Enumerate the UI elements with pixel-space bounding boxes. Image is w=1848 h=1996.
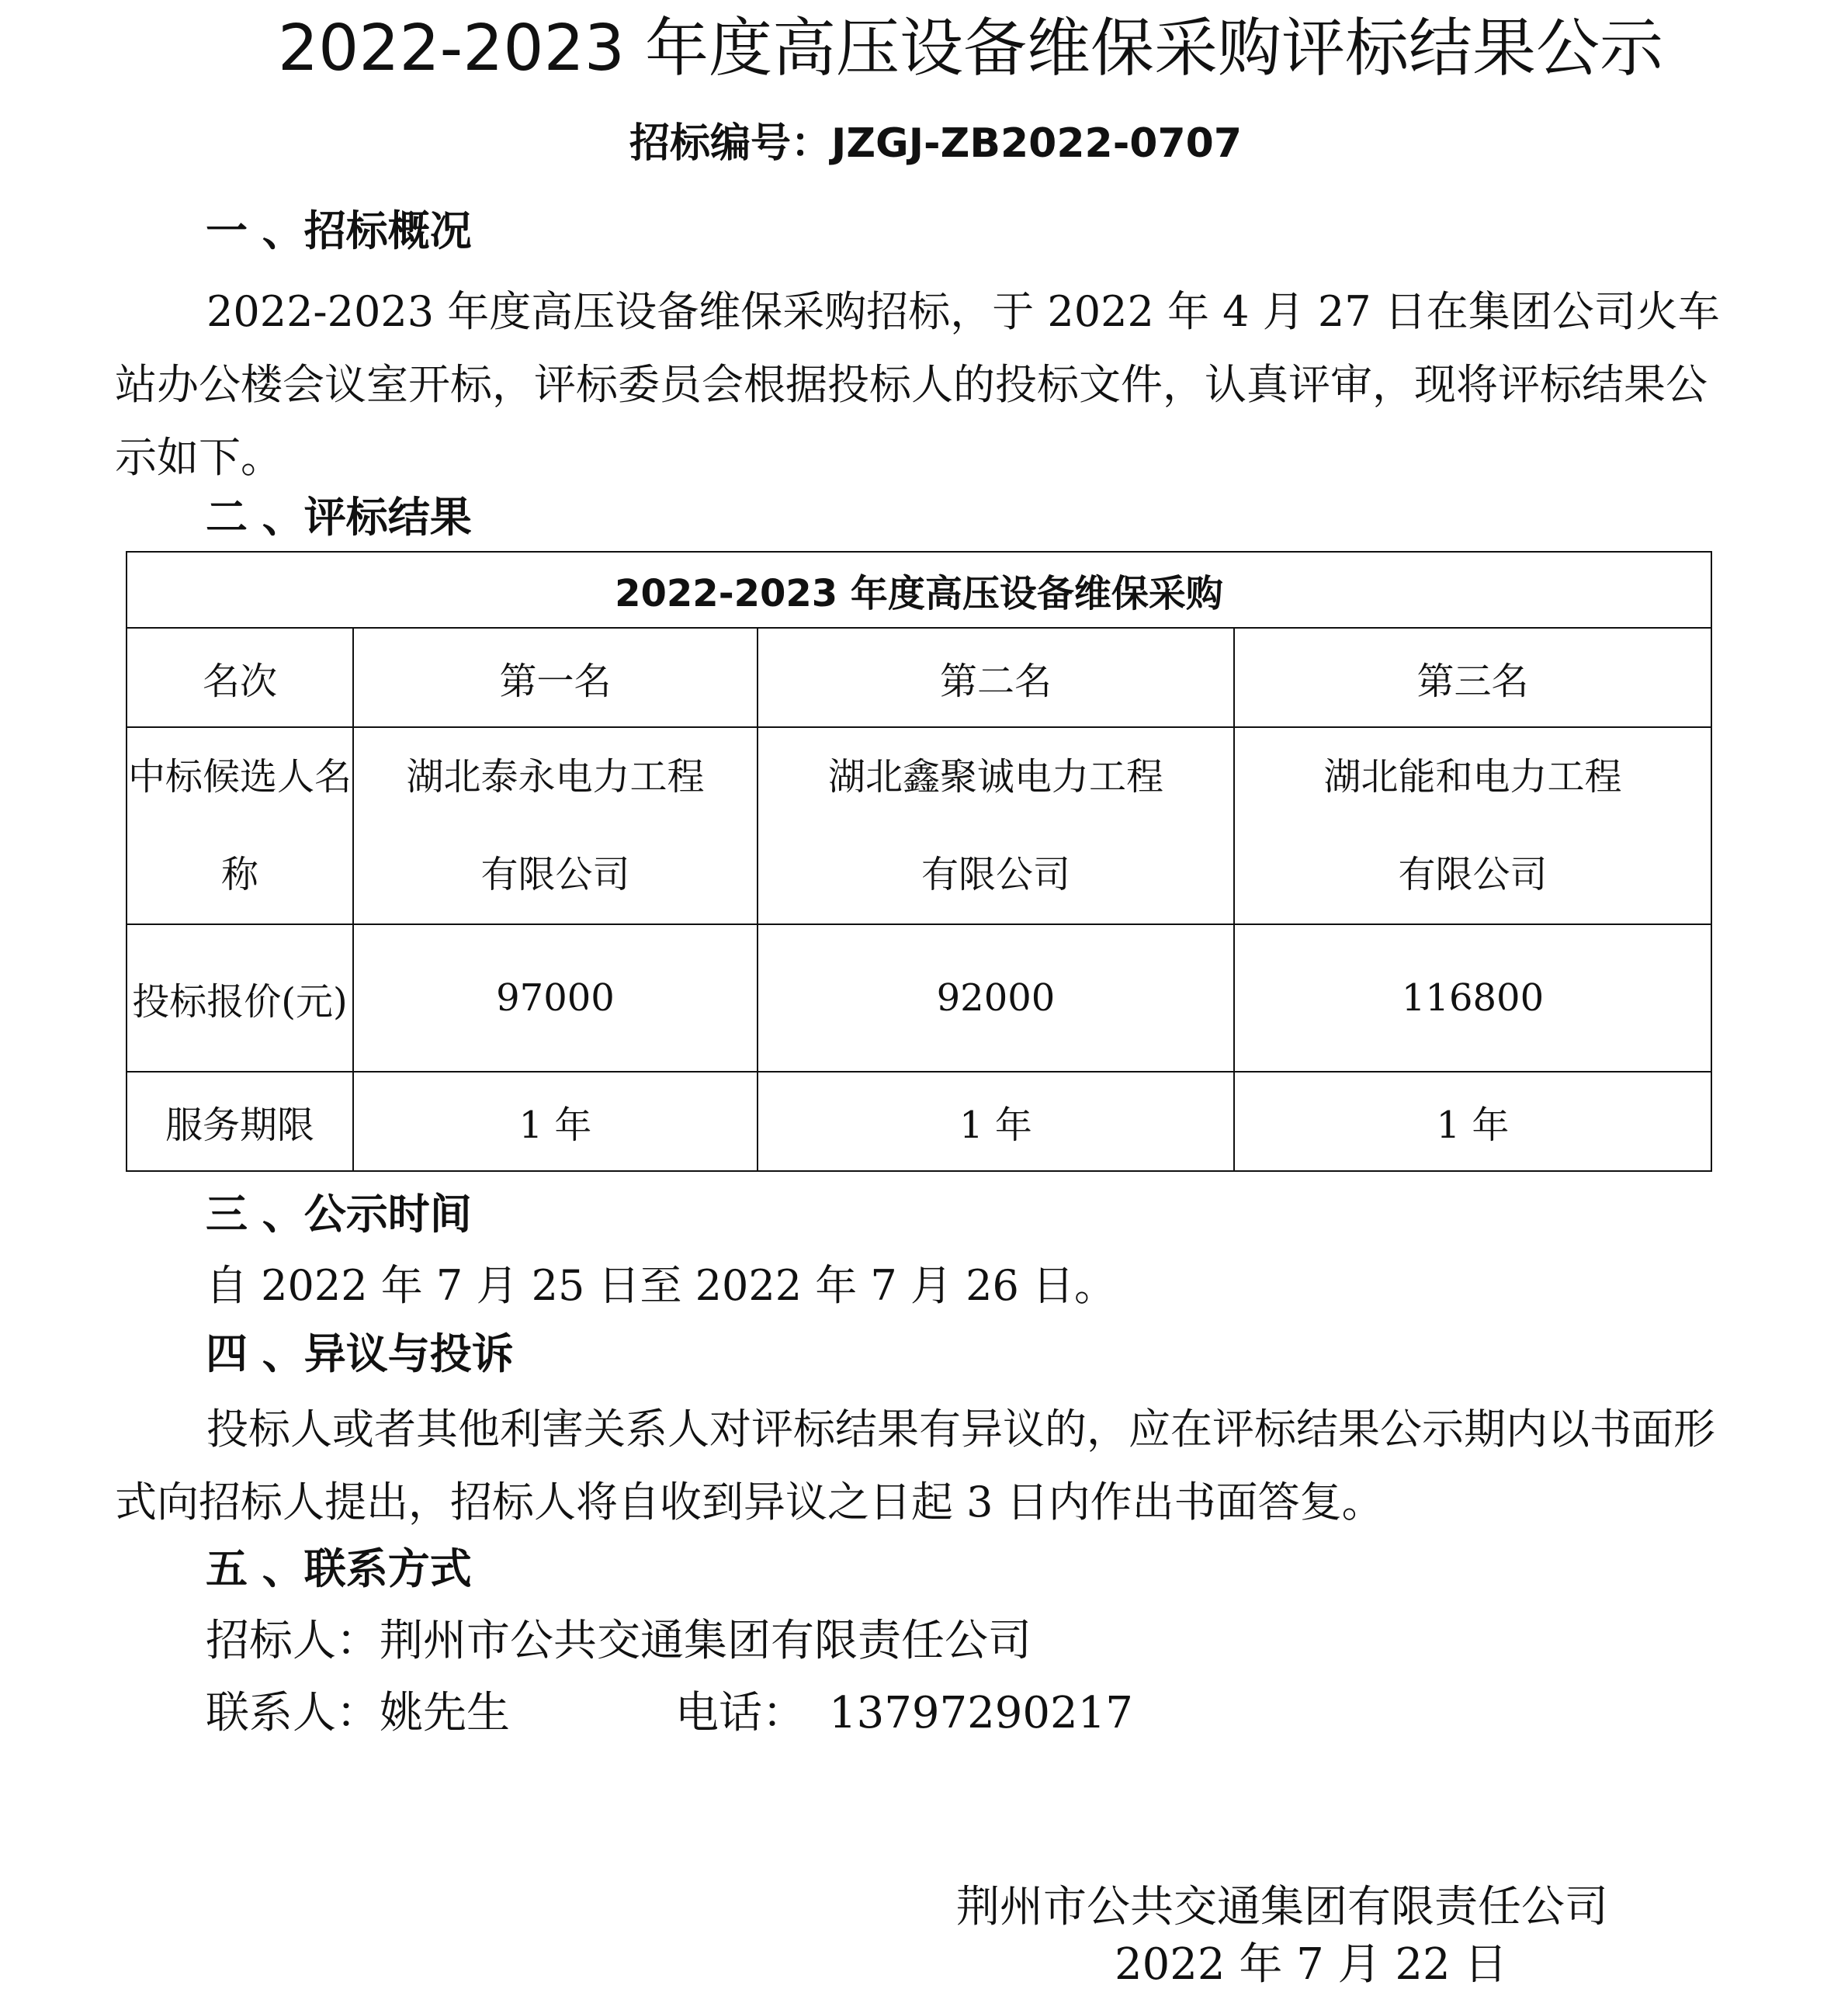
table-row bbox=[127, 924, 1711, 1072]
candidate-2-line1: 湖北鑫聚诚电力工程 bbox=[827, 755, 1163, 799]
candidate-3-line2: 有限公司 bbox=[1398, 853, 1548, 896]
section-4-body: 投标人或者其他利害关系人对评标结果有异议的，应在评标结果公示期内以书面形式向招标人提出，招标人将自收到异议之日起 3 日内作出书面答复。 bbox=[115, 1405, 1715, 1526]
section-5-heading: 五 、联系方式 bbox=[206, 1544, 472, 1593]
tenderer-name: 荆州市公共交通集团有限责任公司 bbox=[380, 1616, 1031, 1666]
candidate-1 bbox=[353, 727, 758, 924]
tenderer-label: 招标人： bbox=[206, 1616, 380, 1666]
price-label: 投标报价(元) bbox=[127, 924, 353, 1072]
phone-label: 电话： bbox=[675, 1688, 806, 1738]
table-row bbox=[127, 727, 1711, 924]
table-row bbox=[127, 628, 1711, 727]
rank-1: 第一名 bbox=[353, 628, 758, 727]
table-caption: 2022-2023 年度高压设备维保采购 bbox=[127, 552, 1711, 628]
results-table bbox=[126, 551, 1712, 1172]
candidate-2-line2: 有限公司 bbox=[921, 853, 1070, 896]
candidate-label bbox=[127, 727, 353, 924]
signature-date: 2022 年 7 月 22 日 bbox=[1115, 1939, 1508, 1990]
candidate-1-line2: 有限公司 bbox=[480, 853, 630, 896]
candidate-3 bbox=[1234, 727, 1711, 924]
term-label: 服务期限 bbox=[127, 1072, 353, 1171]
phone-line bbox=[675, 1679, 1133, 1748]
section-3-body: 自 2022 年 7 月 25 日至 2022 年 7 月 26 日。 bbox=[206, 1261, 1116, 1310]
section-4-heading: 四 、异议与投诉 bbox=[206, 1329, 514, 1378]
section-3-heading: 三 、公示时间 bbox=[206, 1190, 472, 1239]
bid-number: 招标编号：JZGJ-ZB2022-0707 bbox=[629, 120, 1243, 167]
rank-label: 名次 bbox=[127, 628, 353, 727]
section-1-heading: 一 、招标概况 bbox=[206, 206, 472, 255]
contact-line bbox=[206, 1679, 510, 1748]
table-row bbox=[127, 1072, 1711, 1171]
section-2-heading: 二 、评标结果 bbox=[206, 493, 472, 542]
term-2: 1 年 bbox=[758, 1072, 1234, 1171]
price-2: 92000 bbox=[758, 924, 1234, 1072]
contact-person: 姚先生 bbox=[380, 1688, 510, 1738]
rank-3: 第三名 bbox=[1234, 628, 1711, 727]
price-1: 97000 bbox=[353, 924, 758, 1072]
candidate-2 bbox=[758, 727, 1234, 924]
candidate-3-line1: 湖北能和电力工程 bbox=[1323, 755, 1622, 799]
term-3: 1 年 bbox=[1234, 1072, 1711, 1171]
term-1: 1 年 bbox=[353, 1072, 758, 1171]
document-title: 2022-2023 年度高压设备维保采购评标结果公示 bbox=[277, 12, 1664, 85]
candidate-label-line2: 称 bbox=[220, 853, 258, 896]
signature-organization: 荆州市公共交通集团有限责任公司 bbox=[956, 1882, 1608, 1932]
table-caption-row bbox=[127, 552, 1711, 628]
section-1-body: 2022-2023 年度高压设备维保采购招标，于 2022 年 4 月 27 日在集团公司火车站办公楼会议室开标，评标委员会根据投标人的投标文件，认真评审，现将评标结果公示如下。 bbox=[115, 287, 1720, 482]
phone-number: 13797290217 bbox=[829, 1688, 1133, 1738]
tenderer-line bbox=[206, 1606, 1031, 1676]
candidate-label-line1: 中标候选人名 bbox=[127, 755, 352, 799]
price-3: 116800 bbox=[1234, 924, 1711, 1072]
candidate-1-line1: 湖北泰永电力工程 bbox=[406, 755, 705, 799]
contact-label: 联系人： bbox=[206, 1688, 380, 1738]
rank-2: 第二名 bbox=[758, 628, 1234, 727]
